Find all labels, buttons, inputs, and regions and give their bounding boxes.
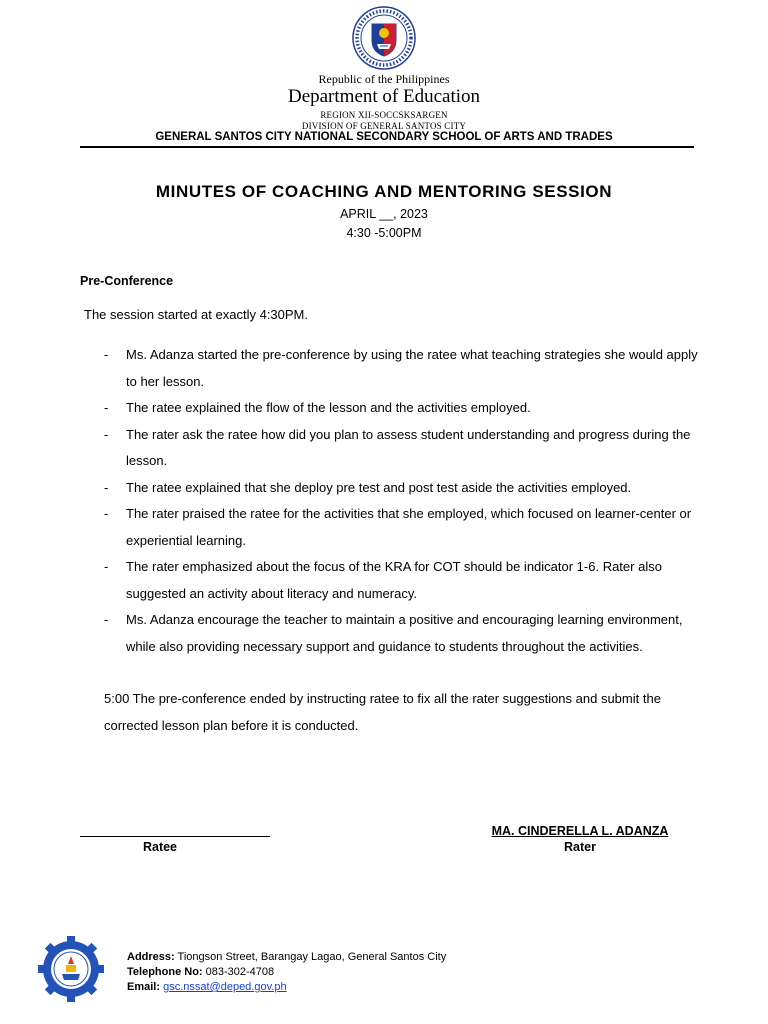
list-item [104,422,704,475]
telephone-value: 083-302-4708 [205,966,275,978]
list-item-text: The rater praised the ratee for the activities that she employed, which focused on learner-center or experiential learning. [126,506,692,548]
republic-line: Republic of the Philippines [318,72,450,86]
school-name: GENERAL SANTOS CITY NATIONAL SECONDARY SCHOOL OF ARTS AND TRADES [155,131,613,143]
list-item [104,607,704,660]
minutes-list [104,342,704,660]
list-item-text: Ms. Adanza encourage the teacher to maintain a positive and encouraging learning environment, while also providing necessary support and guidance to students throughout the activities. [126,612,683,654]
list-item [104,395,704,422]
list-item-text: The rater ask the ratee how did you plan to assess student understanding and progress during the lesson. [126,426,691,468]
rater-name: MA. CINDERELLA L. ADANZA [491,824,669,838]
footer-address [127,951,446,963]
telephone-label: Telephone No: [127,966,203,978]
email-label: Email: [127,981,161,993]
rater-label: Rater [564,840,596,854]
footer-email [127,981,287,993]
list-item [104,554,704,607]
division-line: DIVISION OF GENERAL SANTOS CITY [301,121,467,131]
session-time: 4:30 -5:00PM [346,226,422,240]
bullet-dash: - [104,400,109,415]
address-value: Tiongson Street, Barangay Lagao, General Santos City [177,951,447,963]
bullet-dash: - [104,506,109,521]
session-date: APRIL __, 2023 [340,207,428,221]
list-item-text: The ratee explained the flow of the lesson and the activities employed. [126,400,531,415]
intro-sentence: The session started at exactly 4:30PM. [84,307,308,322]
bullet-dash: - [104,347,109,362]
list-item-text: The ratee explained that she deploy pre test and post test aside the activities employed. [126,479,632,495]
bullet-dash: - [104,479,109,495]
closing-paragraph: 5:00 The pre-conference ended by instructing ratee to fix all the rater suggestions and submit the corrected lesson plan before it is conducted. [104,691,661,733]
ratee-signature-line [80,822,270,837]
bullet-dash: - [104,426,109,442]
bullet-dash: - [104,612,109,627]
region-line: REGION XII-SOCCSKSARGEN [320,110,448,120]
document-title: MINUTES OF COACHING AND MENTORING SESSION [155,182,613,201]
section-heading: Pre-Conference [80,274,174,288]
list-item [104,342,704,395]
deped-seal-icon [352,6,416,70]
list-item-text: Ms. Adanza started the pre-conference by using the ratee what teaching strategies she would apply to her lesson. [126,347,698,389]
list-item [104,501,704,554]
ratee-label: Ratee [142,840,178,854]
header-divider [80,146,694,148]
address-label: Address: [127,951,175,963]
footer-telephone [127,966,274,978]
email-link[interactable]: gsc.nssat@deped.gov.ph [163,981,287,993]
bullet-dash: - [104,559,109,574]
list-item [104,475,704,502]
list-item-text: The rater emphasized about the focus of the KRA for COT should be indicator 1-6. Rater also suggested an activity about literacy and numeracy. [126,559,662,601]
department-name: Department of Education [287,86,481,107]
school-gear-logo-icon [36,934,106,1004]
